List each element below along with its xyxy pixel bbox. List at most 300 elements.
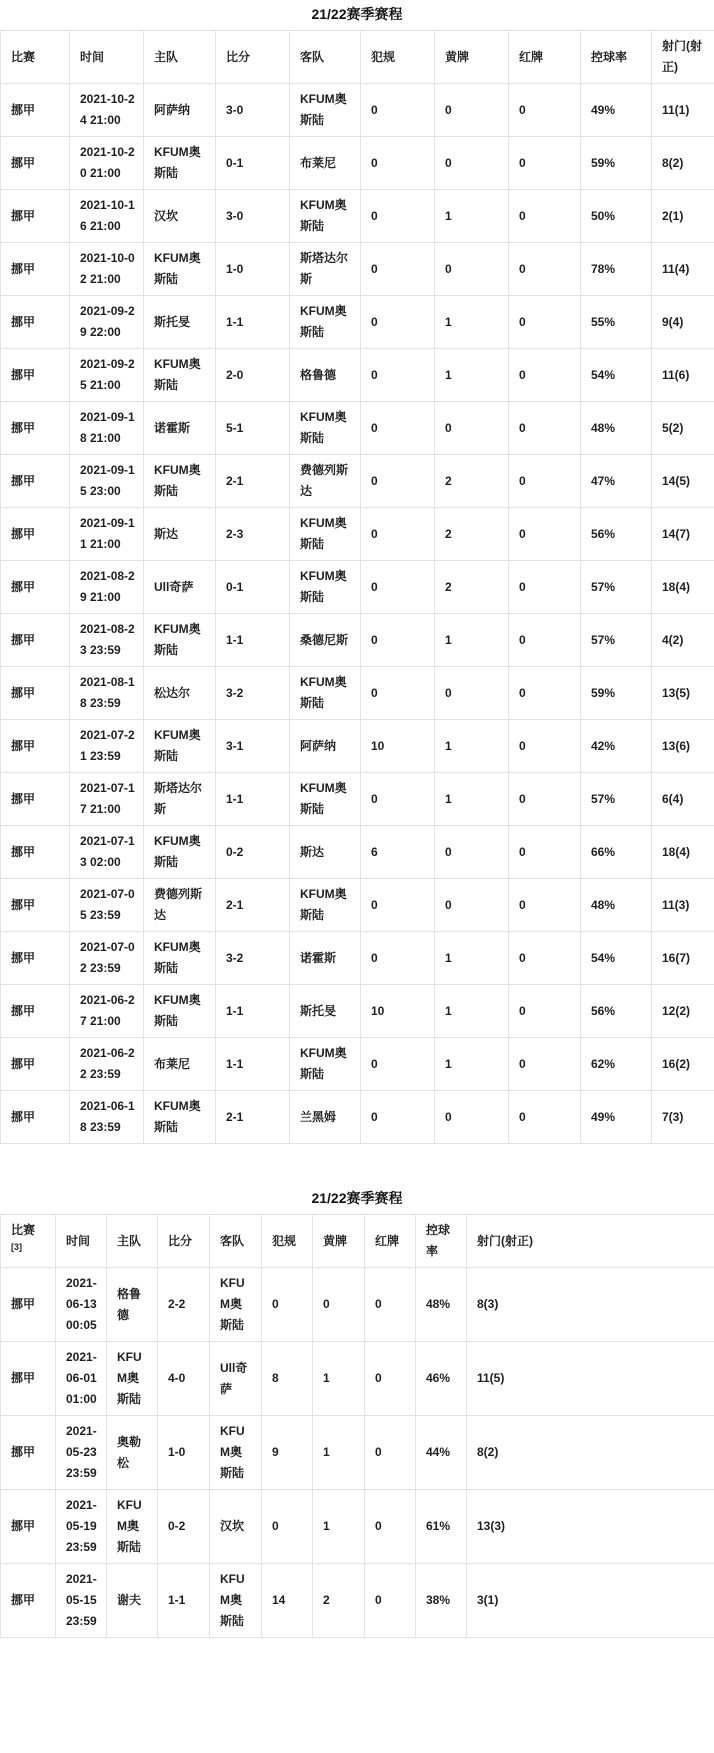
cell-time: 2021-09-15 23:00	[70, 455, 144, 508]
cell-time: 2021-05-19 23:59	[56, 1490, 107, 1564]
cell-time: 2021-08-18 23:59	[70, 667, 144, 720]
cell-time: 2021-10-16 21:00	[70, 190, 144, 243]
cell-score: 0-1	[216, 561, 290, 614]
table-row	[1, 137, 714, 190]
cell-shots: 8(2)	[652, 137, 714, 190]
cell-yellow: 2	[313, 1564, 365, 1638]
cell-yellow: 0	[435, 667, 509, 720]
cell-red: 0	[509, 1091, 581, 1144]
cell-yellow: 1	[313, 1416, 365, 1490]
col-header-fouls: 犯规	[361, 31, 435, 84]
cell-red: 0	[509, 826, 581, 879]
cell-away: KFUM奥斯陆	[290, 508, 361, 561]
cell-score: 1-1	[216, 1038, 290, 1091]
cell-home: 谢夫	[107, 1564, 158, 1638]
cell-away: KFUM奥斯陆	[210, 1416, 262, 1490]
cell-fouls: 10	[361, 720, 435, 773]
cell-fouls: 0	[361, 773, 435, 826]
table-row	[1, 1564, 714, 1638]
cell-possession: 42%	[581, 720, 652, 773]
table-row	[1, 879, 714, 932]
table-row	[1, 1490, 714, 1564]
cell-score: 0-2	[158, 1490, 210, 1564]
cell-time: 2021-07-02 23:59	[70, 932, 144, 985]
cell-yellow: 1	[313, 1342, 365, 1416]
cell-yellow: 1	[313, 1490, 365, 1564]
table-row	[1, 1342, 714, 1416]
table-row	[1, 508, 714, 561]
cell-time: 2021-07-13 02:00	[70, 826, 144, 879]
table-row	[1, 455, 714, 508]
cell-shots: 11(5)	[467, 1342, 714, 1416]
cell-score: 2-1	[216, 455, 290, 508]
col-header-score: 比分	[216, 31, 290, 84]
cell-score: 2-1	[216, 1091, 290, 1144]
cell-red: 0	[365, 1490, 416, 1564]
cell-time: 2021-06-13 00:05	[56, 1268, 107, 1342]
cell-shots: 9(4)	[652, 296, 714, 349]
cell-away: 布莱尼	[290, 137, 361, 190]
cell-red: 0	[509, 508, 581, 561]
cell-score: 3-2	[216, 667, 290, 720]
col-header-league: 比赛	[1, 31, 70, 84]
cell-yellow: 2	[435, 455, 509, 508]
table-row	[1, 1091, 714, 1144]
cell-possession: 62%	[581, 1038, 652, 1091]
cell-score: 4-0	[158, 1342, 210, 1416]
cell-possession: 57%	[581, 773, 652, 826]
cell-score: 3-1	[216, 720, 290, 773]
cell-home: 斯托旻	[144, 296, 216, 349]
cell-away: 斯塔达尔斯	[290, 243, 361, 296]
cell-score: 1-0	[158, 1416, 210, 1490]
cell-home: 松达尔	[144, 667, 216, 720]
cell-away: KFUM奥斯陆	[210, 1564, 262, 1638]
cell-shots: 8(3)	[467, 1268, 714, 1342]
cell-home: 斯塔达尔斯	[144, 773, 216, 826]
cell-home: KFUM奥斯陆	[144, 826, 216, 879]
cell-red: 0	[365, 1342, 416, 1416]
col-header-away-team: 客队	[210, 1215, 262, 1268]
cell-time: 2021-07-21 23:59	[70, 720, 144, 773]
cell-yellow: 0	[435, 1091, 509, 1144]
cell-shots: 13(3)	[467, 1490, 714, 1564]
cell-shots: 14(5)	[652, 455, 714, 508]
cell-yellow: 1	[435, 932, 509, 985]
cell-fouls: 0	[361, 243, 435, 296]
cell-league: 挪甲	[1, 137, 70, 190]
cell-time: 2021-05-23 23:59	[56, 1416, 107, 1490]
season-schedule-section-2	[0, 1184, 714, 1638]
cell-time: 2021-10-20 21:00	[70, 137, 144, 190]
cell-league: 挪甲	[1, 243, 70, 296]
cell-red: 0	[509, 190, 581, 243]
cell-away: KFUM奥斯陆	[290, 296, 361, 349]
cell-score: 1-1	[216, 296, 290, 349]
cell-red: 0	[509, 243, 581, 296]
table-row	[1, 243, 714, 296]
table-row	[1, 985, 714, 1038]
table-row	[1, 402, 714, 455]
cell-home: 汉坎	[144, 190, 216, 243]
cell-score: 1-1	[158, 1564, 210, 1638]
cell-time: 2021-06-01 01:00	[56, 1342, 107, 1416]
cell-possession: 59%	[581, 667, 652, 720]
cell-red: 0	[509, 402, 581, 455]
cell-possession: 56%	[581, 985, 652, 1038]
cell-time: 2021-07-17 21:00	[70, 773, 144, 826]
cell-score: 1-1	[216, 985, 290, 1038]
cell-league: 挪甲	[1, 985, 70, 1038]
cell-possession: 66%	[581, 826, 652, 879]
cell-possession: 44%	[416, 1416, 467, 1490]
cell-home: KFUM奥斯陆	[107, 1342, 158, 1416]
cell-possession: 56%	[581, 508, 652, 561]
cell-league: 挪甲	[1, 720, 70, 773]
cell-red: 0	[509, 879, 581, 932]
cell-league: 挪甲	[1, 1038, 70, 1091]
table-row	[1, 349, 714, 402]
cell-home: KFUM奥斯陆	[107, 1490, 158, 1564]
col-header-league	[1, 1215, 56, 1268]
cell-red: 0	[509, 84, 581, 137]
col-header-yellow-cards: 黄牌	[313, 1215, 365, 1268]
cell-league: 挪甲	[1, 1416, 56, 1490]
cell-red: 0	[509, 296, 581, 349]
cell-yellow: 1	[435, 985, 509, 1038]
col-header-league-label: 比赛	[11, 1223, 36, 1237]
cell-shots: 18(4)	[652, 561, 714, 614]
cell-score: 1-1	[216, 614, 290, 667]
cell-fouls: 8	[262, 1342, 313, 1416]
col-header-shots: 射门(射正)	[467, 1215, 714, 1268]
cell-away: 格鲁德	[290, 349, 361, 402]
cell-yellow: 0	[435, 137, 509, 190]
table-row	[1, 561, 714, 614]
cell-shots: 11(6)	[652, 349, 714, 402]
cell-time: 2021-06-27 21:00	[70, 985, 144, 1038]
cell-yellow: 0	[435, 84, 509, 137]
cell-away: 阿萨纳	[290, 720, 361, 773]
cell-red: 0	[509, 561, 581, 614]
cell-home: KFUM奥斯陆	[144, 614, 216, 667]
cell-home: 布莱尼	[144, 1038, 216, 1091]
cell-fouls: 0	[361, 561, 435, 614]
cell-fouls: 6	[361, 826, 435, 879]
col-header-shots: 射门(射正)	[652, 31, 714, 84]
cell-away: 桑德尼斯	[290, 614, 361, 667]
cell-league: 挪甲	[1, 1564, 56, 1638]
table-row	[1, 826, 714, 879]
table-row	[1, 1416, 714, 1490]
cell-league: 挪甲	[1, 296, 70, 349]
col-header-possession: 控球率	[581, 31, 652, 84]
cell-away: KFUM奥斯陆	[290, 773, 361, 826]
cell-fouls: 0	[262, 1268, 313, 1342]
cell-away: Ull奇萨	[210, 1342, 262, 1416]
cell-away: 费德列斯达	[290, 455, 361, 508]
cell-shots: 7(3)	[652, 1091, 714, 1144]
table-row	[1, 932, 714, 985]
cell-yellow: 0	[435, 243, 509, 296]
cell-possession: 47%	[581, 455, 652, 508]
table2-body	[1, 1268, 714, 1638]
cell-shots: 11(3)	[652, 879, 714, 932]
cell-shots: 3(1)	[467, 1564, 714, 1638]
col-header-home-team: 主队	[144, 31, 216, 84]
cell-league: 挪甲	[1, 932, 70, 985]
cell-league: 挪甲	[1, 508, 70, 561]
cell-league: 挪甲	[1, 1268, 56, 1342]
col-header-away-team: 客队	[290, 31, 361, 84]
cell-yellow: 0	[435, 879, 509, 932]
cell-home: KFUM奥斯陆	[144, 455, 216, 508]
cell-fouls: 14	[262, 1564, 313, 1638]
cell-league: 挪甲	[1, 667, 70, 720]
cell-shots: 13(6)	[652, 720, 714, 773]
cell-score: 3-2	[216, 932, 290, 985]
table-row	[1, 84, 714, 137]
cell-fouls: 0	[361, 508, 435, 561]
cell-fouls: 0	[361, 137, 435, 190]
cell-away: 汉坎	[210, 1490, 262, 1564]
col-header-time: 时间	[70, 31, 144, 84]
cell-home: 费德列斯达	[144, 879, 216, 932]
cell-time: 2021-08-23 23:59	[70, 614, 144, 667]
col-header-possession: 控球率	[416, 1215, 467, 1268]
cell-league: 挪甲	[1, 84, 70, 137]
table1-body	[1, 84, 714, 1144]
table1-schedule	[0, 30, 714, 1144]
cell-fouls: 0	[361, 614, 435, 667]
cell-yellow: 1	[435, 349, 509, 402]
table-row	[1, 773, 714, 826]
cell-away: KFUM奥斯陆	[290, 84, 361, 137]
cell-time: 2021-09-18 21:00	[70, 402, 144, 455]
cell-fouls: 0	[361, 349, 435, 402]
cell-shots: 16(7)	[652, 932, 714, 985]
cell-shots: 5(2)	[652, 402, 714, 455]
cell-fouls: 0	[361, 667, 435, 720]
cell-shots: 11(1)	[652, 84, 714, 137]
cell-fouls: 0	[361, 402, 435, 455]
cell-home: KFUM奥斯陆	[144, 932, 216, 985]
cell-fouls: 0	[361, 932, 435, 985]
cell-time: 2021-09-25 21:00	[70, 349, 144, 402]
cell-time: 2021-09-11 21:00	[70, 508, 144, 561]
cell-home: KFUM奥斯陆	[144, 137, 216, 190]
cell-home: 诺霍斯	[144, 402, 216, 455]
cell-home: 斯达	[144, 508, 216, 561]
cell-possession: 48%	[416, 1268, 467, 1342]
cell-away: KFUM奥斯陆	[290, 561, 361, 614]
cell-league: 挪甲	[1, 190, 70, 243]
cell-away: 斯托旻	[290, 985, 361, 1038]
cell-home: 奥勒松	[107, 1416, 158, 1490]
table1-header-row	[1, 31, 714, 84]
cell-away: KFUM奥斯陆	[290, 1038, 361, 1091]
cell-red: 0	[509, 137, 581, 190]
cell-fouls: 0	[361, 1091, 435, 1144]
cell-possession: 49%	[581, 1091, 652, 1144]
cell-yellow: 1	[435, 190, 509, 243]
cell-shots: 14(7)	[652, 508, 714, 561]
reference-3-link[interactable]: [3]	[11, 1242, 22, 1252]
table-row	[1, 1038, 714, 1091]
cell-away: KFUM奥斯陆	[290, 190, 361, 243]
col-header-home-team: 主队	[107, 1215, 158, 1268]
cell-score: 2-2	[158, 1268, 210, 1342]
cell-league: 挪甲	[1, 826, 70, 879]
col-header-score: 比分	[158, 1215, 210, 1268]
table1-title: 21/22赛季赛程	[311, 6, 403, 22]
table-row	[1, 614, 714, 667]
cell-home: KFUM奥斯陆	[144, 243, 216, 296]
cell-away: 诺霍斯	[290, 932, 361, 985]
cell-red: 0	[509, 614, 581, 667]
cell-home: KFUM奥斯陆	[144, 1091, 216, 1144]
cell-red: 0	[509, 1038, 581, 1091]
col-header-red-cards: 红牌	[365, 1215, 416, 1268]
col-header-yellow-cards: 黄牌	[435, 31, 509, 84]
cell-yellow: 1	[435, 773, 509, 826]
cell-possession: 49%	[581, 84, 652, 137]
cell-shots: 12(2)	[652, 985, 714, 1038]
cell-shots: 13(5)	[652, 667, 714, 720]
table2-header-row	[1, 1215, 714, 1268]
cell-yellow: 1	[435, 296, 509, 349]
cell-fouls: 0	[361, 190, 435, 243]
cell-league: 挪甲	[1, 614, 70, 667]
cell-red: 0	[509, 720, 581, 773]
col-header-red-cards: 红牌	[509, 31, 581, 84]
cell-possession: 57%	[581, 614, 652, 667]
cell-time: 2021-09-29 22:00	[70, 296, 144, 349]
cell-fouls: 0	[361, 296, 435, 349]
cell-score: 2-0	[216, 349, 290, 402]
cell-possession: 50%	[581, 190, 652, 243]
cell-home: Ull奇萨	[144, 561, 216, 614]
cell-home: KFUM奥斯陆	[144, 720, 216, 773]
table2-title: 21/22赛季赛程	[311, 1190, 403, 1206]
cell-red: 0	[365, 1268, 416, 1342]
cell-red: 0	[509, 932, 581, 985]
cell-possession: 55%	[581, 296, 652, 349]
cell-shots: 4(2)	[652, 614, 714, 667]
cell-red: 0	[509, 349, 581, 402]
cell-league: 挪甲	[1, 773, 70, 826]
cell-shots: 16(2)	[652, 1038, 714, 1091]
cell-score: 0-2	[216, 826, 290, 879]
cell-possession: 48%	[581, 879, 652, 932]
cell-red: 0	[509, 773, 581, 826]
cell-fouls: 10	[361, 985, 435, 1038]
table-row	[1, 1268, 714, 1342]
cell-possession: 54%	[581, 932, 652, 985]
cell-league: 挪甲	[1, 1490, 56, 1564]
cell-time: 2021-05-15 23:59	[56, 1564, 107, 1638]
cell-shots: 6(4)	[652, 773, 714, 826]
table-row	[1, 720, 714, 773]
cell-possession: 78%	[581, 243, 652, 296]
cell-away: 兰黑姆	[290, 1091, 361, 1144]
cell-shots: 2(1)	[652, 190, 714, 243]
cell-time: 2021-06-22 23:59	[70, 1038, 144, 1091]
cell-fouls: 0	[361, 455, 435, 508]
cell-yellow: 2	[435, 561, 509, 614]
cell-home: 格鲁德	[107, 1268, 158, 1342]
cell-league: 挪甲	[1, 561, 70, 614]
table-row	[1, 296, 714, 349]
cell-home: 阿萨纳	[144, 84, 216, 137]
cell-away: KFUM奥斯陆	[290, 402, 361, 455]
cell-shots: 11(4)	[652, 243, 714, 296]
cell-score: 3-0	[216, 84, 290, 137]
cell-shots: 8(2)	[467, 1416, 714, 1490]
cell-possession: 38%	[416, 1564, 467, 1638]
cell-league: 挪甲	[1, 1091, 70, 1144]
table-row	[1, 190, 714, 243]
cell-possession: 46%	[416, 1342, 467, 1416]
cell-league: 挪甲	[1, 349, 70, 402]
cell-time: 2021-06-18 23:59	[70, 1091, 144, 1144]
cell-fouls: 0	[262, 1490, 313, 1564]
cell-yellow: 0	[313, 1268, 365, 1342]
cell-time: 2021-10-24 21:00	[70, 84, 144, 137]
cell-possession: 59%	[581, 137, 652, 190]
table2-schedule	[0, 1214, 714, 1638]
cell-yellow: 0	[435, 826, 509, 879]
cell-away: 斯达	[290, 826, 361, 879]
cell-fouls: 0	[361, 879, 435, 932]
cell-score: 5-1	[216, 402, 290, 455]
cell-yellow: 1	[435, 1038, 509, 1091]
col-header-time: 时间	[56, 1215, 107, 1268]
cell-league: 挪甲	[1, 402, 70, 455]
cell-shots: 18(4)	[652, 826, 714, 879]
cell-red: 0	[365, 1416, 416, 1490]
cell-home: KFUM奥斯陆	[144, 349, 216, 402]
cell-possession: 57%	[581, 561, 652, 614]
cell-time: 2021-08-29 21:00	[70, 561, 144, 614]
cell-yellow: 2	[435, 508, 509, 561]
cell-possession: 61%	[416, 1490, 467, 1564]
cell-fouls: 0	[361, 1038, 435, 1091]
cell-time: 2021-07-05 23:59	[70, 879, 144, 932]
cell-yellow: 1	[435, 614, 509, 667]
cell-possession: 54%	[581, 349, 652, 402]
cell-red: 0	[509, 985, 581, 1038]
cell-fouls: 0	[361, 84, 435, 137]
cell-yellow: 1	[435, 720, 509, 773]
cell-possession: 48%	[581, 402, 652, 455]
table-row	[1, 667, 714, 720]
cell-time: 2021-10-02 21:00	[70, 243, 144, 296]
cell-yellow: 0	[435, 402, 509, 455]
cell-score: 1-0	[216, 243, 290, 296]
cell-away: KFUM奥斯陆	[290, 667, 361, 720]
cell-red: 0	[509, 667, 581, 720]
cell-score: 3-0	[216, 190, 290, 243]
cell-away: KFUM奥斯陆	[210, 1268, 262, 1342]
cell-league: 挪甲	[1, 1342, 56, 1416]
cell-league: 挪甲	[1, 879, 70, 932]
cell-fouls: 9	[262, 1416, 313, 1490]
cell-red: 0	[365, 1564, 416, 1638]
cell-away: KFUM奥斯陆	[290, 879, 361, 932]
cell-red: 0	[509, 455, 581, 508]
cell-score: 0-1	[216, 137, 290, 190]
